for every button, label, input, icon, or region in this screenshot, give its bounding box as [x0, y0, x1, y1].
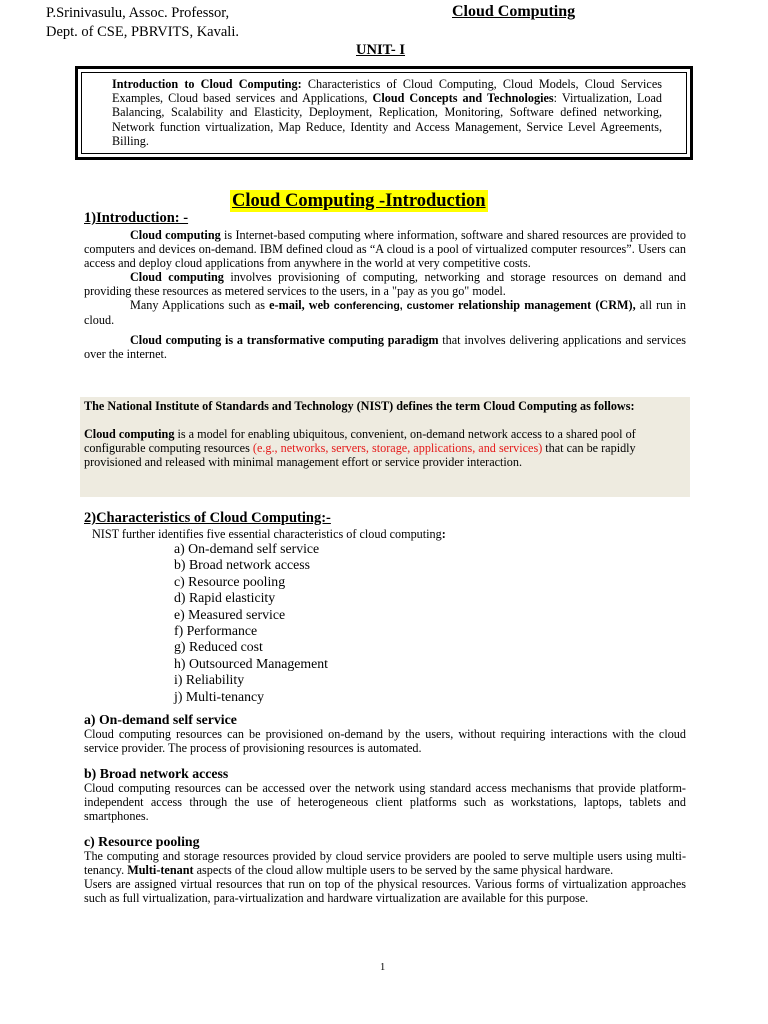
intro-heading: 1)Introduction: -: [84, 210, 189, 226]
paragraph-text: all run in cloud.: [84, 298, 686, 327]
nist-definition: Cloud computing is a model for enabling ubiquitous, convenient, on-demand network access to a shared pool of configurable computing resources (e.g., networks, servers, storage, applications, and services) that can be rapidly provisioned and released with minimal management effort or service provider interaction.: [84, 427, 636, 469]
unit-heading: UNIT- I: [356, 42, 406, 58]
characteristics-list: [174, 541, 328, 705]
term-small: conferencing, customer: [329, 300, 458, 312]
department-line: Dept. of CSE, PBRVITS, Kavali.: [46, 24, 239, 40]
section-b-title: b) Broad network access: [84, 766, 229, 781]
list-item: d) Rapid elasticity: [174, 590, 276, 606]
paragraph-text: Many Applications such as: [130, 298, 270, 312]
list-item: g) Reduced cost: [174, 639, 263, 655]
syllabus-box: [75, 66, 693, 160]
syllabus-topic-1-text: Characteristics of Cloud Computing, Cloud Models, Cloud Services Examples, Cloud based services and Applications,: [112, 77, 662, 106]
characteristics-heading: 2)Characteristics of Cloud Computing:-: [84, 510, 331, 526]
intro-body: [84, 228, 686, 361]
syllabus-topic-2: Cloud Concepts and Technologies: [372, 91, 554, 106]
term-bold: relationship management (CRM),: [457, 298, 636, 312]
section-a: [84, 713, 686, 755]
section-b: [84, 767, 686, 823]
list-item: a) On-demand self service: [174, 541, 320, 556]
nist-definition-box: [80, 397, 690, 497]
section-a-title: a) On-demand self service: [84, 712, 237, 727]
paragraph-text: is Internet-based computing where information, software and shared resources are provided to computers and devices on-demand. IBM defined cloud as “A cloud is a pool of virtualized computer resources”. Users can access and deploy cloud applications from anywhere in the world at very competitive costs.: [84, 228, 686, 270]
characteristics-intro: NIST further identifies five essential characteristics of cloud computing:: [92, 527, 446, 541]
paragraph-text: that involves delivering applications and services over the internet.: [84, 333, 686, 361]
section-c: [84, 835, 686, 905]
author-block: [46, 4, 239, 42]
section-b-text: Cloud computing resources can be accessed over the network using standard access mechanisms that provide platform-independent access through the use of heterogeneous client platforms such as workstations, laptops, tablets and smartphones.: [84, 781, 686, 823]
term-bold: Multi-tenant: [127, 863, 194, 877]
term-bold: Cloud computing: [130, 270, 224, 284]
list-item: i) Reliability: [174, 672, 245, 688]
list-item: e) Measured service: [174, 606, 286, 622]
term-bold: Cloud computing is a transformative computing paradigm: [130, 333, 439, 347]
section-c-text-2: Users are assigned virtual resources that run on top of the physical resources. Various forms of virtualization approaches such as full virtualization, para-virtualization and hardware virtualization are available for this purpose.: [84, 877, 686, 905]
syllabus-text: [81, 72, 687, 154]
course-title: Cloud Computing: [452, 3, 576, 20]
term-bold: e-mail, web: [269, 298, 330, 312]
intro-paragraph-3: [84, 298, 686, 327]
section-c-title: c) Resource pooling: [84, 834, 200, 849]
intro-paragraph-2: [84, 270, 686, 298]
term-bold: Cloud computing: [84, 427, 175, 441]
intro-paragraph-4: [84, 333, 686, 361]
list-item: c) Resource pooling: [174, 573, 286, 589]
syllabus-topic-2-text: : Virtualization, Load Balancing, Scalability and Elasticity, Deployment, Replication, Monitoring, Software defined networking, Network function virtualization, Map Reduce, Identity and Access Management, Service Level Agreements, Billing.: [112, 91, 662, 148]
paragraph-text: involves provisioning of computing, networking and storage resources on demand and providing these resources as metered services to the users, in a "pay as you go" model.: [84, 270, 686, 298]
section-a-text: Cloud computing resources can be provisioned on-demand by the users, without requiring interactions with the cloud service provider. The process of provisioning resources is automated.: [84, 727, 686, 755]
list-item: b) Broad network access: [174, 557, 311, 573]
list-item: h) Outsourced Management: [174, 655, 329, 671]
list-item: f) Performance: [174, 623, 258, 639]
author-line: P.Srinivasulu, Assoc. Professor,: [46, 5, 230, 21]
list-item: j) Multi-tenancy: [174, 688, 265, 704]
syllabus-topic-1: Introduction to Cloud Computing:: [112, 77, 302, 91]
nist-heading: The National Institute of Standards and Technology (NIST) defines the term Cloud Computing as follows:: [84, 399, 635, 413]
intro-paragraph-1: [84, 228, 686, 270]
page-title: Cloud Computing -Introduction: [232, 191, 486, 211]
page-number: 1: [380, 962, 386, 973]
term-bold: Cloud computing: [130, 228, 221, 242]
example-resources: (e.g., networks, servers, storage, applications, and services): [252, 441, 543, 455]
section-c-text-1: The computing and storage resources provided by cloud service providers are pooled to serve multiple users using multi-tenancy. Multi-tenant aspects of the cloud allow multiple users to be served by the same physical hardware.: [84, 849, 686, 877]
